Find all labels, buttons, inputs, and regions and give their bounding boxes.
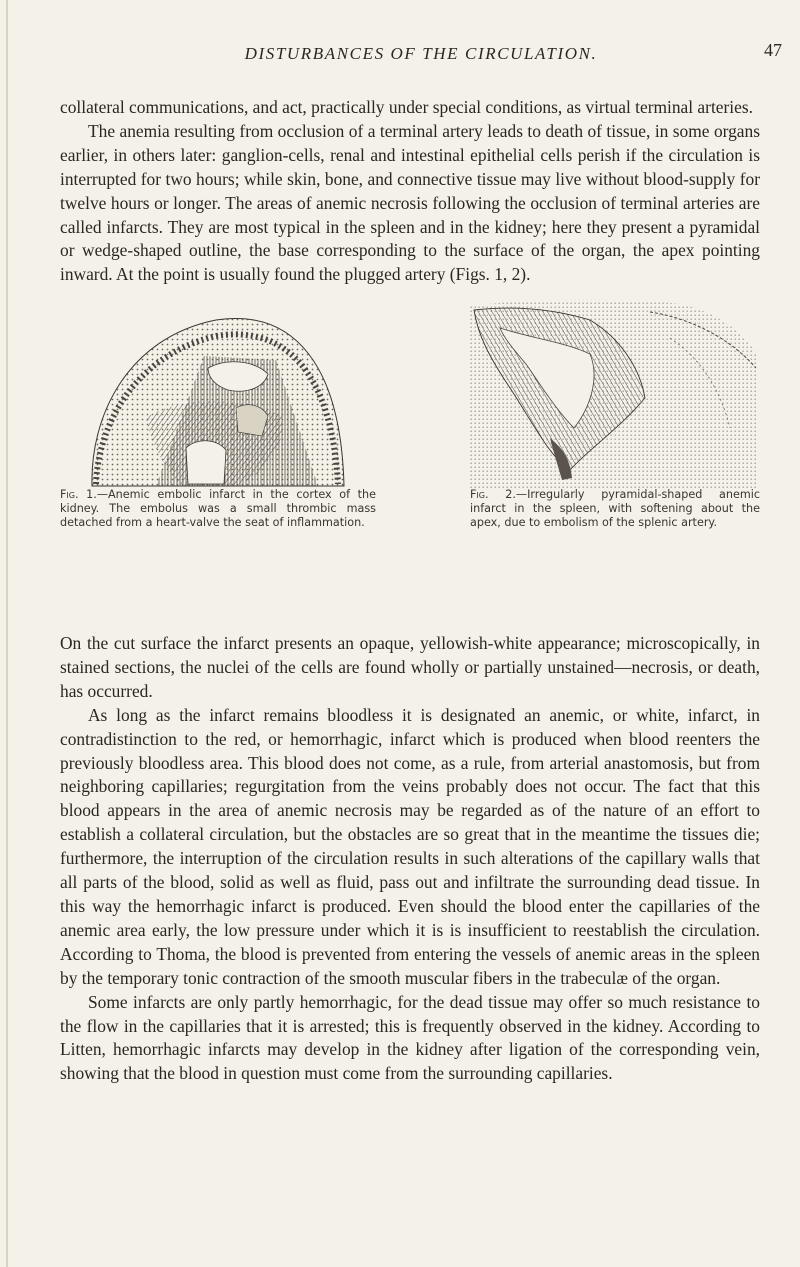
- paragraph: As long as the infarct remains bloodless it is designated an anemic, or white, infarct, in contradistinction to the red, or hemorrhagic, infarct which is produced when blood reenters the previously bloodless area. This blood does not come, as a rule, from arterial anastomosis, but from neighboring capillaries; regurgitation from the veins probably does not occur. The fact that this blood appears in the area of anemic necrosis may be regarded as of the nature of an effort to establish a collateral circulation, but the obstacles are so great that in the meantime the tissues die; furthermore, the interruption of the circulation results in such alterations of the capillary walls that all parts of the blood, solid as well as fluid, pass out and infiltrate the surrounding dead tissue. In this way the hemorrhagic infarct is produced. Even should the blood enter the capillaries of the anemic area early, the low pressure under which it is is insufficient to reestablish the circulation. According to Thoma, the blood is prevented from entering the vessels of anemic areas in the spleen by the temporary tonic contraction of the smooth muscular fibers in the trabeculæ of the organ.: [60, 704, 760, 988]
- figure-2: [470, 298, 760, 530]
- page-edge-shadow: [6, 0, 8, 1267]
- figure-1: [60, 298, 376, 530]
- figure-label: Fig. 2.: [470, 488, 516, 501]
- paragraph: On the cut surface the infarct presents an opaque, yellowish-white appearance; microscopically, in stained sections, the nuclei of the cells are found wholly or partially unstained—necrosis, or death, has occurred.: [60, 633, 760, 701]
- paragraph: The anemia resulting from occlusion of a terminal artery leads to death of tissue, in some organs earlier, in others later: ganglion-cells, renal and intestinal epithelial cells perish if the circulation is interrupted for two hours; while skin, bone, and connective tissue may live without blood-supply for twelve hours or longer. The areas of anemic necrosis following the occlusion of terminal arteries are called infarcts. They are most typical in the spleen and in the kidney; here they present a pyramidal or wedge-shaped outline, the base corresponding to the surface of the organ, the apex pointing inward. At the point is usually found the plugged artery (Figs. 1, 2).: [60, 120, 760, 285]
- running-title: DISTURBANCES OF THE CIRCULATION.: [244, 44, 598, 63]
- figure-caption: [60, 488, 376, 530]
- caption-text: —Irregularly pyramidal-shaped anemic infarct in the spleen, with softening about the apex, due to embolism of the splenic artery.: [470, 488, 761, 529]
- paragraph: Some infarcts are only partly hemorrhagic, for the dead tissue may offer so much resistance to the flow in the capillaries that it is arrested; this is frequently observed in the kidney. According to Litten, hemorrhagic infarcts may develop in the kidney after ligation of the corresponding vein, showing that the blood in question must come from the surrounding capillaries.: [60, 991, 760, 1084]
- spleen-infarct-illustration: [470, 298, 760, 488]
- figure-label: Fig. 1.: [60, 488, 97, 501]
- caption-text: —Anemic embolic infarct in the cortex of the kidney. The embolus was a small thrombic mass detached from a heart-valve the seat of inflammation.: [60, 488, 376, 529]
- text-block-bottom: [60, 632, 760, 1086]
- page-number: 47: [764, 40, 782, 60]
- paragraph: collateral communications, and act, practically under special conditions, as virtual terminal arteries.: [60, 97, 753, 117]
- running-head: [60, 40, 782, 72]
- figure-caption: [470, 488, 760, 530]
- text-block-top: [60, 96, 760, 287]
- kidney-infarct-illustration: [86, 298, 348, 488]
